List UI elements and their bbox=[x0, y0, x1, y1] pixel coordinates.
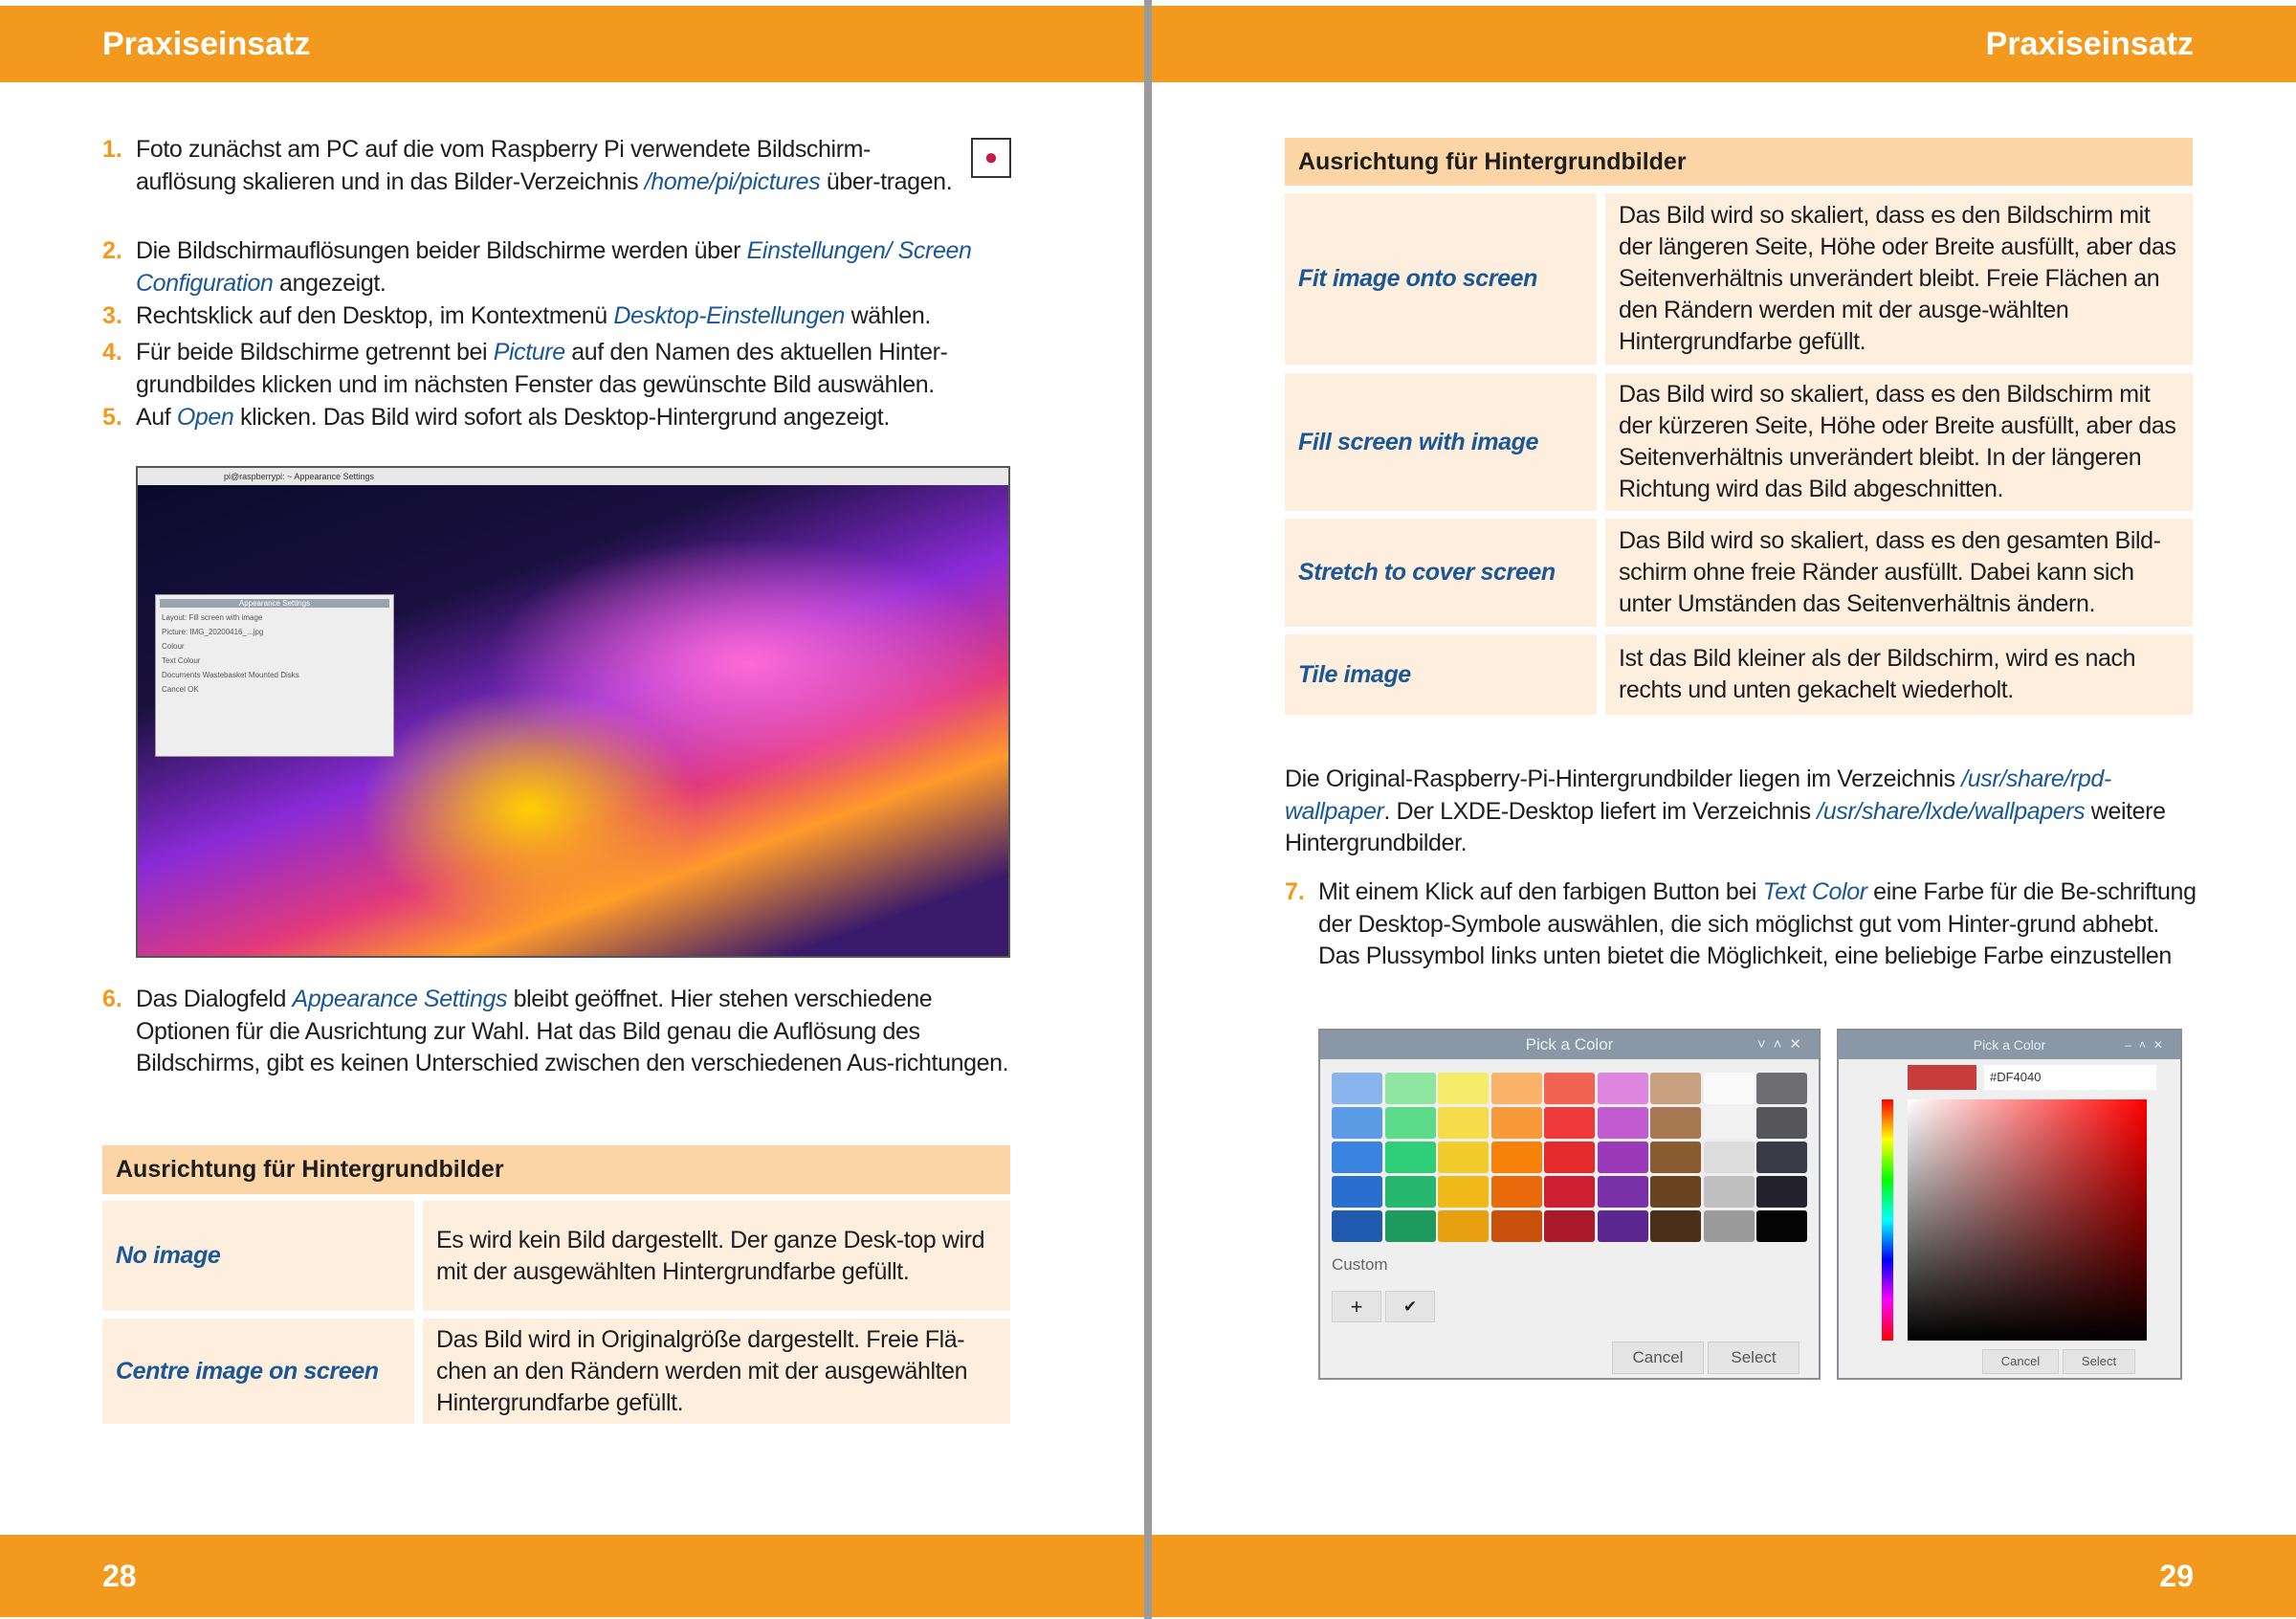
color-swatch[interactable] bbox=[1704, 1107, 1755, 1139]
desktop-screenshot bbox=[136, 466, 1010, 958]
step-number: 3. bbox=[102, 302, 122, 329]
step-text bbox=[136, 235, 1016, 299]
step-number: 4. bbox=[102, 339, 122, 366]
color-swatch[interactable] bbox=[1385, 1073, 1436, 1104]
color-swatch[interactable] bbox=[1544, 1073, 1595, 1104]
color-swatch[interactable] bbox=[1491, 1210, 1542, 1242]
apply-custom-button[interactable]: ✔ bbox=[1385, 1291, 1435, 1322]
path-or-term: /usr/share/rpd-wallpaper bbox=[1285, 765, 2111, 825]
text: Rechtsklick auf den Desktop, im Kontextmenü bbox=[136, 302, 614, 329]
table-key: No image bbox=[102, 1201, 414, 1311]
text: klicken. Das Bild wird sofort als Desktop-Hintergrund angezeigt. bbox=[233, 404, 890, 431]
text: angezeigt. bbox=[273, 269, 386, 297]
color-swatch[interactable] bbox=[1544, 1142, 1595, 1173]
path-or-term: Desktop-Einstellungen bbox=[613, 302, 846, 329]
dialog-row: Documents Wastebasket Mounted Disks bbox=[162, 671, 299, 679]
table-desc: Das Bild wird in Originalgröße dargestellt. Freie Flä-chen an den Rändern werden mit der ausgewählten Hintergrundfarbe gefüllt. bbox=[423, 1319, 1010, 1424]
color-swatch[interactable] bbox=[1704, 1073, 1755, 1104]
hue-slider[interactable] bbox=[1882, 1099, 1893, 1341]
paragraph bbox=[1285, 764, 2203, 860]
table-desc: Ist das Bild kleiner als der Bildschirm, wird es nach rechts und unten gekachelt wiederholt. bbox=[1605, 634, 2193, 715]
color-swatch[interactable] bbox=[1438, 1073, 1489, 1104]
cancel-button[interactable]: Cancel bbox=[1612, 1342, 1704, 1374]
page-header: Praxiseinsatz bbox=[0, 6, 1144, 82]
dialog-row: Cancel OK bbox=[162, 685, 199, 694]
step-number: 5. bbox=[102, 404, 122, 431]
color-swatch[interactable] bbox=[1438, 1107, 1489, 1139]
text: Für beide Bildschirme getrennt bei bbox=[136, 339, 494, 366]
color-swatch[interactable] bbox=[1438, 1176, 1489, 1208]
color-swatch[interactable] bbox=[1491, 1073, 1542, 1104]
page-number: 28 bbox=[0, 1535, 1144, 1617]
raspberry-pi-icon: ● bbox=[971, 138, 1011, 178]
step-number: 2. bbox=[102, 237, 122, 264]
table-key: Tile image bbox=[1285, 634, 1597, 715]
color-swatch[interactable] bbox=[1385, 1176, 1436, 1208]
text: bleibt geöffnet. Hier stehen verschiedene Optionen für die Ausrichtung zur Wahl. Hat das Bild genau die Auflösung des Bildschirms, gibt es keinen Unterschied zwischen den verschiedenen Aus-richtungen. bbox=[136, 986, 1009, 1076]
color-swatch[interactable] bbox=[1598, 1210, 1648, 1242]
color-swatch[interactable] bbox=[1332, 1210, 1382, 1242]
color-swatch[interactable] bbox=[1756, 1142, 1807, 1173]
color-swatch[interactable] bbox=[1704, 1210, 1755, 1242]
dialog-row: Picture: IMG_20200416_...jpg bbox=[162, 628, 264, 636]
color-swatch[interactable] bbox=[1438, 1142, 1489, 1173]
step-text bbox=[136, 300, 1016, 333]
table-desc: Es wird kein Bild dargestellt. Der ganze Desk-top wird mit der ausgewählten Hintergrundfarbe gefüllt. bbox=[423, 1201, 1010, 1311]
step-text bbox=[136, 337, 1016, 401]
color-swatch[interactable] bbox=[1598, 1107, 1648, 1139]
path-or-term: /home/pi/pictures bbox=[644, 167, 821, 195]
dialog-title: Pick a Color bbox=[1973, 1037, 2046, 1053]
cancel-button[interactable]: Cancel bbox=[1982, 1349, 2059, 1374]
color-swatch[interactable] bbox=[1650, 1176, 1701, 1208]
color-swatch[interactable] bbox=[1756, 1073, 1807, 1104]
select-button[interactable]: Select bbox=[2063, 1349, 2135, 1374]
step-text bbox=[1318, 876, 2203, 973]
add-custom-color-button[interactable]: + bbox=[1332, 1291, 1381, 1322]
color-swatch[interactable] bbox=[1650, 1073, 1701, 1104]
step-number: 7. bbox=[1285, 878, 1305, 905]
color-swatch[interactable] bbox=[1544, 1107, 1595, 1139]
dialog-row: Layout: Fill screen with image bbox=[162, 613, 263, 622]
text: Die Bildschirmauflösungen beider Bildschirme werden über bbox=[136, 237, 747, 264]
table-desc: Das Bild wird so skaliert, dass es den gesamten Bild-schirm ohne freie Ränder ausfüllt. Dabei kann sich unter Umständen das Seitenverhältnis ändern. bbox=[1605, 519, 2193, 627]
color-swatch[interactable] bbox=[1385, 1142, 1436, 1173]
taskbar: pi@raspberrypi: ~ Appearance Settings bbox=[138, 468, 1008, 485]
select-button[interactable]: Select bbox=[1708, 1342, 1799, 1374]
path-or-term: Text Color bbox=[1762, 878, 1867, 905]
saturation-value-area[interactable] bbox=[1908, 1099, 2147, 1341]
path-or-term: Picture bbox=[493, 339, 565, 366]
path-or-term: Einstellungen/ Screen Configuration bbox=[136, 237, 972, 297]
text: Mit einem Klick auf den farbigen Button bei bbox=[1318, 878, 1763, 905]
page-number: 29 bbox=[1152, 1535, 2296, 1617]
dialog-title: Appearance Settings bbox=[160, 599, 389, 608]
color-swatch[interactable] bbox=[1332, 1142, 1382, 1173]
pick-color-dialog-custom bbox=[1837, 1029, 2182, 1380]
step-text bbox=[136, 402, 1016, 434]
table-key: Fill screen with image bbox=[1285, 373, 1597, 511]
table-title: Ausrichtung für Hintergrundbilder bbox=[102, 1145, 1010, 1194]
text: . Der LXDE-Desktop liefert im Verzeichnis bbox=[1383, 797, 1818, 825]
color-swatch[interactable] bbox=[1756, 1210, 1807, 1242]
dialog-row: Text Colour bbox=[162, 656, 201, 665]
window-controls[interactable]: –˄✕ bbox=[2125, 1038, 2171, 1052]
step-number: 1. bbox=[102, 136, 122, 163]
table-key: Fit image onto screen bbox=[1285, 193, 1597, 365]
step-number: 6. bbox=[102, 986, 122, 1012]
text: weitere Hintergrundbilder. bbox=[1285, 797, 2166, 856]
page-header: Praxiseinsatz bbox=[1152, 6, 2296, 82]
step-text bbox=[136, 134, 959, 198]
left-page bbox=[0, 0, 1144, 1619]
color-swatch[interactable] bbox=[1544, 1176, 1595, 1208]
hex-input[interactable]: #DF4040 bbox=[1984, 1065, 2156, 1090]
text: Foto zunächst am PC auf die vom Raspberry Pi verwendete Bildschirm-auflösung skalieren und in das Bilder-Verzeichnis bbox=[136, 136, 871, 195]
path-or-term: /usr/share/lxde/wallpapers bbox=[1817, 797, 2086, 825]
color-swatch[interactable] bbox=[1756, 1176, 1807, 1208]
text: über-tragen. bbox=[820, 167, 953, 195]
right-page bbox=[1152, 0, 2296, 1619]
color-swatch[interactable] bbox=[1704, 1142, 1755, 1173]
color-swatch[interactable] bbox=[1491, 1142, 1542, 1173]
custom-label: Custom bbox=[1332, 1255, 1388, 1274]
color-swatch[interactable] bbox=[1491, 1107, 1542, 1139]
color-swatch[interactable] bbox=[1598, 1073, 1648, 1104]
text: auf den Namen des aktuellen Hinter-grundbildes klicken und im nächsten Fenster das gewünschte Bild auswählen. bbox=[136, 339, 948, 398]
table-key: Centre image on screen bbox=[102, 1319, 414, 1424]
color-swatch[interactable] bbox=[1332, 1107, 1382, 1139]
table-key: Stretch to cover screen bbox=[1285, 519, 1597, 627]
color-swatch[interactable] bbox=[1650, 1107, 1701, 1139]
window-controls[interactable]: ˅˄✕ bbox=[1756, 1036, 1809, 1053]
color-swatch[interactable] bbox=[1385, 1210, 1436, 1242]
color-swatch[interactable] bbox=[1756, 1107, 1807, 1139]
step-text bbox=[136, 984, 1016, 1080]
pick-color-dialog-palette bbox=[1318, 1029, 1821, 1380]
text: Die Original-Raspberry-Pi-Hintergrundbilder liegen im Verzeichnis bbox=[1285, 765, 1962, 792]
color-swatch[interactable] bbox=[1385, 1107, 1436, 1139]
path-or-term: Appearance Settings bbox=[292, 986, 508, 1012]
color-swatch[interactable] bbox=[1332, 1176, 1382, 1208]
color-swatch[interactable] bbox=[1704, 1176, 1755, 1208]
text: eine Farbe für die Be-schriftung der Desktop-Symbole auswählen, die sich möglichst gut vom Hinter-grund abhebt. Das Plussymbol links unten bietet die Möglichkeit, eine beliebige Farbe einzustellen bbox=[1318, 878, 2197, 969]
text: Auf bbox=[136, 404, 177, 431]
current-color-swatch bbox=[1908, 1065, 1976, 1090]
text: wählen. bbox=[845, 302, 931, 329]
color-swatch[interactable] bbox=[1491, 1176, 1542, 1208]
path-or-term: Open bbox=[176, 404, 234, 431]
dialog-row: Colour bbox=[162, 642, 185, 651]
table-desc: Das Bild wird so skaliert, dass es den Bildschirm mit der kürzeren Seite, Höhe oder Breite ausfüllt, aber das Seitenverhältnis unverändert bleibt. In der längeren Richtung wird das Bild abgeschnitten. bbox=[1605, 373, 2193, 511]
text: Das Dialogfeld bbox=[136, 986, 293, 1012]
color-swatch[interactable] bbox=[1332, 1073, 1382, 1104]
color-swatch[interactable] bbox=[1544, 1210, 1595, 1242]
color-swatch[interactable] bbox=[1650, 1210, 1701, 1242]
color-swatch[interactable] bbox=[1438, 1210, 1489, 1242]
table-title: Ausrichtung für Hintergrundbilder bbox=[1285, 138, 2193, 186]
appearance-settings-dialog bbox=[155, 594, 394, 757]
color-swatch[interactable] bbox=[1650, 1142, 1701, 1173]
color-swatch[interactable] bbox=[1598, 1142, 1648, 1173]
color-swatch[interactable] bbox=[1598, 1176, 1648, 1208]
table-desc: Das Bild wird so skaliert, dass es den Bildschirm mit der längeren Seite, Höhe oder Breite ausfüllt, aber das Seitenverhältnis unverändert bleibt. Freie Flächen an den Rändern werden mit der ausge-wählten Hintergrundfarbe gefüllt. bbox=[1605, 193, 2193, 365]
dialog-title: Pick a Color bbox=[1525, 1035, 1614, 1053]
